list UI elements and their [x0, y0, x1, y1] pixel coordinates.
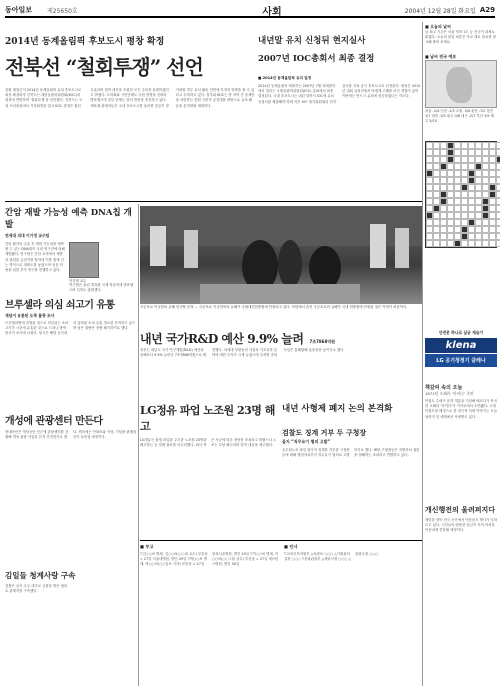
crossword-cell	[447, 156, 454, 163]
gaesung-article	[5, 412, 137, 570]
crossword-cell	[496, 198, 500, 205]
crossword-cell	[489, 191, 496, 198]
crossword-cell	[475, 184, 482, 191]
review-kicker: 검찰도 징계 거부 두 구청장	[282, 428, 367, 437]
section-title: 사회	[262, 6, 282, 18]
crossword-cell	[489, 184, 496, 191]
crossword-cell	[461, 177, 468, 184]
crossword-cell	[426, 205, 433, 212]
budget-header	[140, 330, 422, 347]
crossword-cell	[461, 149, 468, 156]
crossword-cell	[454, 149, 461, 156]
history-body: 이집트 수에즈 운하 개통을 기념해 베르디가 작곡한 오페라 ‘아이다’가 카이로에서 초연됐다. 고대 이집트를 배경으로 한 비극적 사랑 이야기는 오늘날까지 전 세계에서 사랑받고 있다.	[425, 399, 497, 419]
brucella-subhead: 재넘어 유통된 도축 물량 조사	[5, 313, 55, 318]
crossword-cell	[454, 233, 461, 240]
crossword-cell	[447, 170, 454, 177]
crossword-cell	[475, 219, 482, 226]
olympic-article	[258, 34, 421, 64]
crossword-cell	[461, 226, 468, 233]
olympic-body: 2014년 동계올림픽 개최지는 2007년 7월 과테말라에서 열리는 국제올림픽위원회(IOC) 총회에서 최종 결정된다. 국내 후보도시는 내년 말까지 IOC에 유치 신청서를 제출해야 하며 이후 IOC 평가위원회의 현지 실사를 거쳐 공식 후보도시로 선정된다. 평창은 2010년 대회 유치전에서 아쉽게 고배를 마신 경험이 있어 이번에는 반드시 유치에 성공하겠다는 각오다.	[258, 84, 421, 104]
budget-headline: 내년 국가R&D 예산 9.9% 늘려	[140, 332, 304, 346]
crossword-cell	[496, 149, 500, 156]
crossword-cell	[433, 226, 440, 233]
crossword-cell	[454, 156, 461, 163]
crossword-cell	[426, 198, 433, 205]
jobs-headline: 김일들 청계사랑 구속	[5, 571, 76, 580]
obituary-body: ▽김○○씨 별세, 김○○씨(○○대 교수) 부친상 = 27일 서울대병원, 발인 29일 ▽박○○씨 별세, 박○○씨(○○일보 기자) 모친상 = 27일 삼성서울병원, 발인 29일 ▽이○○씨 별세, 이○○씨(○○그룹 상무) 부친상 = 27일 세브란스병원, 발인 30일	[140, 552, 279, 567]
crossword-cell	[440, 219, 447, 226]
crossword-cell	[440, 177, 447, 184]
crossword-cell	[468, 177, 475, 184]
dna-portrait-caption: 이기영 교수	[69, 279, 87, 283]
crossword-cell	[426, 156, 433, 163]
crossword-cell	[433, 198, 440, 205]
crossword-cell	[440, 163, 447, 170]
weather-body: 서울 -1/4 인천 -1/3 수원 -3/4 춘천 -7/2 강릉 1/7 대전 -3/5 광주 0/6 대구 -2/7 부산 2/9 제주 5/10	[425, 109, 494, 124]
crossword-cell	[426, 177, 433, 184]
crossword-cell	[482, 226, 489, 233]
page-number: A29	[479, 6, 495, 14]
ad-block	[425, 330, 497, 367]
crossword-cell	[496, 142, 500, 149]
crossword-cell	[433, 240, 440, 247]
crossword-cell	[440, 198, 447, 205]
crossword-cell	[433, 156, 440, 163]
crossword-cell	[482, 205, 489, 212]
crossword-cell	[433, 233, 440, 240]
crossword-cell	[454, 212, 461, 219]
crossword-cell	[475, 233, 482, 240]
brucella-body: 브루셀라병에 감염된 것으로 의심되는 소의 고기가 시중에 유통된 것으로 드러나 방역 당국이 조사에 나섰다. 당국은 해당 농가에서 출하된 소의 유통 경로를 추적하고 있으며 남은 물량은 전량 폐기하기로 했다.	[5, 321, 136, 336]
crossword-cell	[426, 240, 433, 247]
crossword-cell	[433, 177, 440, 184]
crossword-grid	[425, 141, 497, 248]
crossword-cell	[475, 170, 482, 177]
history-column	[425, 384, 497, 519]
people-block	[284, 544, 422, 682]
crossword-cell	[496, 156, 500, 163]
crossword-cell	[440, 170, 447, 177]
crossword-cell	[475, 240, 482, 247]
paper-name: 동아일보	[5, 5, 33, 14]
crossword-cell	[489, 212, 496, 219]
crossword-cell	[447, 163, 454, 170]
crossword-cell	[454, 177, 461, 184]
crossword-cell	[489, 149, 496, 156]
crossword-cell	[482, 219, 489, 226]
crossword-cell	[447, 233, 454, 240]
crossword-cell	[489, 142, 496, 149]
lg-headline: LG정유 파업 노조원 23명 해고	[140, 404, 275, 433]
crossword-cell	[475, 142, 482, 149]
crossword-cell	[454, 219, 461, 226]
crossword-cell	[489, 233, 496, 240]
crossword-cell	[475, 177, 482, 184]
crossword-cell	[447, 184, 454, 191]
crossword-cell	[496, 205, 500, 212]
crossword-cell	[426, 219, 433, 226]
crossword-cell	[433, 163, 440, 170]
crossword-cell	[461, 142, 468, 149]
gaesung-headline: 개성에 관광센터 만든다	[5, 416, 103, 427]
crossword-cell	[447, 142, 454, 149]
dna-body: 간암 환자의 수술 후 재발 가능성을 예측할 수 있는 DNA칩이 국내 연구진에 의해 개발됐다. 연구팀은 간암 조직에서 재발과 관련된 유전자를 찾아내 이를 칩에 심는 방식으로 정확도를 높였으며 임상 적용을 위한 추가 연구를 진행하고 있다.	[5, 242, 65, 273]
crossword-cell	[489, 177, 496, 184]
crossword-cell	[454, 184, 461, 191]
crossword-cell	[468, 191, 475, 198]
crossword-cell	[468, 170, 475, 177]
crossword-cell	[426, 170, 433, 177]
reform-headline: 개신행전의 울려퍼지다	[425, 505, 496, 514]
crossword-cell	[482, 149, 489, 156]
crossword-cell	[475, 149, 482, 156]
crossword-cell	[489, 205, 496, 212]
crossword-cell	[433, 142, 440, 149]
crossword-cell	[440, 240, 447, 247]
crossword-cell	[426, 184, 433, 191]
crossword-cell	[468, 142, 475, 149]
weather-map	[425, 60, 497, 108]
review-subhead: 을지 “직무유기 혐의 고발”	[282, 439, 331, 444]
dna-portrait	[69, 242, 99, 278]
crossword-cell	[461, 212, 468, 219]
crossword-cell	[496, 240, 500, 247]
weather-column	[425, 24, 497, 248]
crossword-cell	[454, 198, 461, 205]
lg-body: LG정유는 불법 파업을 주도한 노조원 23명을 해고하는 등 징계 절차를 마무리했다. 회사 측은 사규에 따른 정당한 조치라고 밝혔으나 노조는 부당 해고라며 법적 대응을 예고했다.	[140, 438, 277, 448]
crossword-cell	[468, 226, 475, 233]
crossword-cell	[468, 240, 475, 247]
olympic-headline: 2007년 IOC총회서 최종 결정	[258, 54, 375, 64]
crossword-cell	[447, 226, 454, 233]
crossword-cell	[489, 240, 496, 247]
crossword-cell	[426, 226, 433, 233]
crossword-cell	[461, 219, 468, 226]
crossword-cell	[426, 163, 433, 170]
gaesung-body: 현대아산은 개성공단 인근에 관광센터를 건립해 개성 관광 사업을 본격 추진하기로 했다. 센터에는 안내소와 식당, 기념품 판매점 등이 들어설 예정이다.	[5, 430, 137, 440]
crossword-cell	[440, 226, 447, 233]
ad-brand: klena	[425, 338, 497, 353]
crossword-cell	[468, 156, 475, 163]
crossword-cell	[496, 233, 500, 240]
crossword-cell	[461, 191, 468, 198]
crossword-cell	[475, 226, 482, 233]
lead-article	[5, 34, 255, 80]
olympic-kicker: 내년말 유치 신청뒤 현지실사	[258, 36, 366, 46]
crossword-cell	[468, 163, 475, 170]
crossword-cell	[454, 205, 461, 212]
crossword-cell	[461, 184, 468, 191]
crossword-cell	[454, 142, 461, 149]
ad-brand-label: LG 공기청정기 클레나	[425, 354, 497, 367]
crossword-cell	[426, 142, 433, 149]
history-subtitle: 1871년 오페라 ‘아이다’ 초연	[425, 391, 474, 396]
crossword-cell	[454, 226, 461, 233]
crossword-cell	[496, 184, 500, 191]
crossword-cell	[426, 149, 433, 156]
crossword-cell	[461, 233, 468, 240]
crossword-cell	[496, 212, 500, 219]
ad-tag: 안전문 하나로 살균 제습기	[438, 330, 484, 335]
crossword-cell	[482, 198, 489, 205]
crossword-cell	[454, 163, 461, 170]
reform-body: 세밑을 맞아 전국 곳곳에서 이웃돕기 행사가 잇따르고 있다. 시민들의 따뜻한 성금이 모여 어려운 이웃에게 전달될 예정이다.	[425, 518, 497, 533]
crossword-cell	[461, 240, 468, 247]
crossword-cell	[482, 233, 489, 240]
crossword-cell	[440, 233, 447, 240]
crossword-cell	[433, 191, 440, 198]
cemetery-photo	[140, 206, 422, 304]
crossword-cell	[440, 142, 447, 149]
crossword-cell	[475, 198, 482, 205]
crossword-cell	[482, 184, 489, 191]
crossword-cell	[433, 205, 440, 212]
lead-headline: 전북선 “철회투쟁” 선언	[5, 55, 203, 79]
crossword-cell	[461, 205, 468, 212]
review-headline: 내년 사형제 폐지 논의 본격화	[282, 404, 393, 414]
crossword-cell	[496, 170, 500, 177]
crossword-cell	[426, 212, 433, 219]
crossword-cell	[468, 198, 475, 205]
crossword-cell	[447, 149, 454, 156]
crossword-cell	[454, 170, 461, 177]
crossword-cell	[489, 226, 496, 233]
crossword-cell	[468, 233, 475, 240]
crossword-cell	[426, 191, 433, 198]
crossword-cell	[482, 177, 489, 184]
crossword-cell	[482, 191, 489, 198]
crossword-cell	[447, 205, 454, 212]
photo-caption: 국군포로 이규한씨 유해 한국땅 묻혀 … 국군포로 이규한씨의 유해가 국립대전현충원에 안장되고 있다. 북한에서 숨진 국군포로의 유해가 국내 현충원에 안장된 것은 이번이 처음이다.	[140, 305, 408, 309]
obituary-block	[140, 544, 280, 682]
weather-title: ■ 날씨 전국 예보	[425, 54, 457, 59]
lead-kicker: 2014년 동계올림픽 후보도시 평창 확정	[5, 37, 165, 47]
crossword-cell	[447, 240, 454, 247]
crossword-cell	[461, 163, 468, 170]
people-body: ▽교육인적자원부 △차관보 ○○○ △기획관리실장 ○○○ ▽문화관광부 △체육국장 ○○○ △관광국장 ○○○	[284, 552, 379, 562]
brucella-article	[5, 296, 137, 417]
crossword-cell	[433, 170, 440, 177]
dna-subhead: 연세대 의대 이기영 교수팀	[5, 233, 50, 238]
lead-body: 강원 평창군이 2014년 동계올림픽 유치 후보도시로 최종 확정되자 전북도는 대한올림픽위원회(KOC)의 결정에 반발하며 ‘철회투쟁’을 선언했다. 전북도는 도청 브리핑룸에서 기자회견을 열고 KOC 결정은 원천 무효라며 법적 대응을 포함한 모든 수단을 동원하겠다고 밝혔다. 도의회와 시민단체도 규탄 성명을 잇따라 발표했으며 일부 단체는 항의 방문을 추진하고 있다. 체육계 관계자들은 국내 후보도시를 둘러싼 갈등이 장기화할 경우 유치 활동 전반에 부정적 영향을 줄 수 있다고 우려하고 있다. 정부와 KOC는 양 지역 간 중재안을 마련하는 한편 국민적 공감대를 바탕으로 유치 활동을 본격화할 계획이다.	[5, 88, 255, 108]
crossword-cell	[447, 212, 454, 219]
lg-article	[140, 402, 278, 566]
crossword-cell	[482, 142, 489, 149]
crossword-cell	[433, 184, 440, 191]
crossword-cell	[475, 205, 482, 212]
crossword-cell	[489, 163, 496, 170]
crossword-cell	[433, 212, 440, 219]
crossword-cell	[489, 156, 496, 163]
crossword-cell	[482, 163, 489, 170]
review-body: 공무원노조 파업 참가자 징계를 거부한 구청장들에 대해 행정자치부가 직무유기 혐의로 고발하기로 했다. 해당 구청장들은 지방자치 권한을 침해하는 조치라고 반발하고 있다.	[282, 448, 420, 458]
budget-amount: 7조7868억원	[309, 339, 335, 344]
jobs-article	[5, 570, 137, 684]
history-title: 책갈피 속의 오늘	[425, 385, 463, 391]
crossword-cell	[468, 205, 475, 212]
crossword-cell	[440, 156, 447, 163]
crossword-cell	[482, 156, 489, 163]
crossword-cell	[426, 233, 433, 240]
crossword-cell	[440, 212, 447, 219]
dna-side-body: 연구팀은 관련 결과를 국제 학술지에 발표했으며 특허도 출원했다.	[69, 283, 134, 293]
crossword-cell	[447, 177, 454, 184]
crossword-cell	[482, 240, 489, 247]
crossword-cell	[461, 156, 468, 163]
puzzle-body: 낮 최고 기온은 서울 영하 1도 등 전국이 대체로 맑겠다. 오늘의 낱말 퍼즐은 가로 세로 열쇠를 참고해 풀어 보세요.	[425, 30, 496, 45]
dna-article	[5, 206, 137, 302]
crossword-cell	[482, 212, 489, 219]
crossword-cell	[468, 149, 475, 156]
crossword-cell	[496, 219, 500, 226]
crossword-cell	[440, 149, 447, 156]
crossword-cell	[468, 212, 475, 219]
crossword-cell	[489, 198, 496, 205]
people-title: ■ 인사	[284, 544, 298, 549]
crossword-cell	[454, 191, 461, 198]
crossword-cell	[468, 219, 475, 226]
crossword-cell	[440, 191, 447, 198]
crossword-cell	[475, 156, 482, 163]
olympic-box-label: ■ 2014년 동계올림픽 유치 일정	[258, 76, 312, 80]
puzzle-title: ■ 오늘의 날씨	[425, 24, 451, 29]
crossword-cell	[468, 184, 475, 191]
crossword-cell	[447, 198, 454, 205]
crossword-cell	[489, 170, 496, 177]
crossword-cell	[496, 191, 500, 198]
crossword-cell	[496, 163, 500, 170]
jobs-body: 검찰은 공사 수주 대가로 금품을 받은 혐의로 관계자를 구속했다.	[5, 584, 68, 594]
crossword-cell	[454, 240, 461, 247]
crossword-cell	[440, 205, 447, 212]
obituary-title: ■ 부고	[140, 544, 154, 549]
crossword-cell	[496, 177, 500, 184]
issue-date: 2004년 12월 28일 화요일	[404, 7, 476, 15]
crossword-cell	[447, 219, 454, 226]
crossword-cell	[433, 149, 440, 156]
crossword-cell	[433, 219, 440, 226]
crossword-cell	[489, 219, 496, 226]
crossword-cell	[447, 191, 454, 198]
brucella-headline: 브루셀라 의심 쇠고기 유통	[5, 300, 115, 311]
crossword-cell	[461, 170, 468, 177]
crossword-cell	[475, 191, 482, 198]
review-article	[282, 402, 422, 546]
crossword-cell	[482, 170, 489, 177]
masthead	[5, 4, 495, 18]
crossword-cell	[496, 226, 500, 233]
crossword-cell	[475, 212, 482, 219]
reform-article	[425, 505, 497, 618]
crossword-cell	[440, 184, 447, 191]
dna-headline: 간암 재발 가능성 예측 DNA칩 개발	[5, 208, 132, 230]
crossword-cell	[461, 198, 468, 205]
issue-number: 제25650호	[47, 7, 78, 15]
crossword-cell	[475, 163, 482, 170]
budget-body: 정부는 내년도 국가 연구개발(R&D) 예산을 올해보다 9.9% 늘어난 7조7868억원으로 확정했다. 차세대 성장동력 사업과 기초과학 분야에 대한 투자가 크게 늘었으며 부처별 중복 사업은 통폐합해 효율성을 높이기로 했다.	[140, 348, 345, 358]
